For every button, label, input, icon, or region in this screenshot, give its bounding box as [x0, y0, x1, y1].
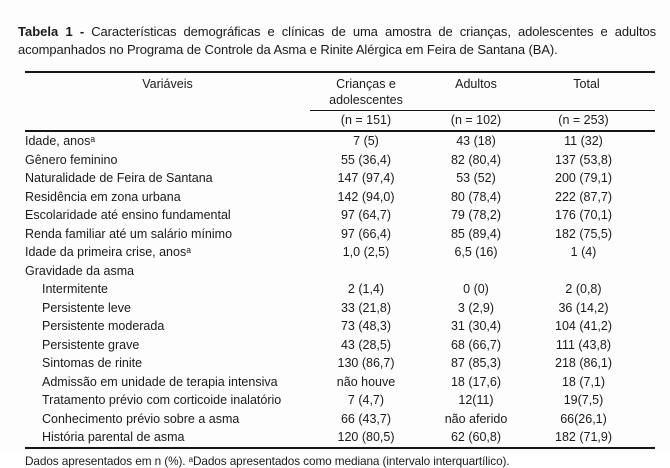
row-value-children: 43 (28,5): [340, 337, 392, 352]
row-value-total: 222 (87,7): [555, 189, 612, 204]
table-row: [25, 317, 655, 336]
row-value-adults: 43 (18): [456, 134, 496, 148]
table-row: [25, 410, 655, 429]
row-value-children: 7 (5): [353, 134, 379, 148]
row-value-adults: 79 (78,2): [450, 208, 502, 222]
table-footnote: Dados apresentados em n (%). ᵃDados apresentados como mediana (intervalo interquartílico).: [25, 453, 510, 468]
row-value-adults: 87 (85,3): [450, 356, 502, 370]
table-row: [25, 169, 655, 188]
row-value-children: 55 (36,4): [340, 152, 392, 167]
table-row: [25, 131, 655, 151]
row-value-total: 2 (0,8): [565, 282, 602, 296]
row-value-total: 36 (14,2): [558, 300, 609, 315]
row-value-children: 120 (80,5): [310, 428, 422, 448]
table-row: [25, 151, 655, 170]
demographics-table: [25, 71, 655, 449]
row-label: Escolaridade até ensino fundamental: [25, 208, 231, 222]
row-label: Persistente moderada: [42, 319, 165, 333]
row-value-adults: 53 (52): [456, 171, 496, 185]
row-value-children: não houve: [336, 374, 396, 389]
row-value-children: 97 (66,4): [340, 226, 392, 241]
row-value-total: 111 (43,8): [555, 337, 612, 352]
row-value-adults: 3 (2,9): [457, 300, 495, 315]
table-section-row: [25, 262, 655, 281]
table-row: [25, 391, 655, 410]
sample-size-row: [25, 111, 655, 132]
row-value-adults: 82 (80,4): [450, 152, 502, 167]
column-header-variables: Variáveis: [25, 72, 310, 111]
row-value-adults: 85 (89,4): [450, 226, 502, 241]
table-row: [25, 280, 655, 299]
table-caption-separator: -: [79, 24, 85, 39]
row-label: Admissão em unidade de terapia intensiva: [42, 374, 278, 389]
row-value-children: 7 (4,7): [347, 393, 385, 407]
row-label: Gênero feminino: [25, 152, 118, 167]
table-row: [25, 225, 655, 244]
row-value-total: 182 (75,5): [555, 226, 612, 241]
sample-size-total: (n = 253): [530, 111, 655, 132]
sample-size-children: (n = 151): [310, 111, 422, 132]
row-value-total: 176 (70,1): [555, 208, 612, 222]
row-value-children: 73 (48,3): [340, 319, 392, 333]
row-value-adults: 31 (30,4): [450, 319, 502, 333]
row-label: Sintomas de rinite: [42, 356, 143, 370]
row-value-children: 142 (94,0): [337, 189, 395, 204]
table-caption-text: Características demográficas e clínicas de uma amostra de crianças, adolescentes e adultos acompanhados no Programa de Controle da Asma e Rinite Alérgica em Feira de Santana (BA).: [18, 24, 657, 57]
row-value-total: 18 (7,1): [561, 374, 606, 389]
row-value-adults: [422, 262, 530, 281]
row-value-total: 104 (41,2): [555, 319, 612, 333]
row-value-adults: 0 (0): [463, 282, 489, 296]
row-value-children: 97 (64,7): [340, 208, 392, 222]
table-row: [25, 243, 655, 262]
table-row: [25, 428, 655, 448]
table-body: [25, 131, 655, 448]
table-row: [25, 354, 655, 373]
sample-size-empty: [25, 111, 310, 132]
row-value-total: 11 (32): [564, 134, 603, 148]
row-value-total: 200 (79,1): [555, 171, 612, 185]
row-value-total: 137 (53,8): [555, 152, 612, 167]
row-value-children: 1,0 (2,5): [342, 245, 390, 259]
row-value-children: 66 (43,7): [340, 411, 392, 426]
row-label: Residência em zona urbana: [25, 189, 181, 204]
row-value-adults: 80 (78,4): [450, 189, 502, 204]
row-label: Naturalidade de Feira de Santana: [25, 171, 213, 185]
row-value-total: 218 (86,1): [555, 356, 612, 370]
row-label: Persistente leve: [42, 300, 131, 315]
table-row: [25, 206, 655, 225]
row-value-adults: 62 (60,8): [422, 428, 530, 448]
row-value-total: 66(26,1): [560, 411, 607, 426]
table-row: [25, 336, 655, 355]
sample-size-adults: (n = 102): [422, 111, 530, 132]
row-label: Idade da primeira crise, anosᵃ: [25, 245, 191, 259]
row-value-children: 130 (86,7): [337, 356, 395, 370]
table-row: [25, 373, 655, 392]
row-value-children: 147 (97,4): [337, 171, 395, 185]
column-header-adults: Adultos: [422, 72, 530, 111]
row-value-total: 19(7,5): [563, 393, 604, 407]
row-label: História parental de asma: [25, 428, 310, 448]
row-value-adults: 6,5 (16): [454, 245, 498, 259]
row-label: Intermitente: [42, 282, 109, 296]
row-value-adults: 68 (66,7): [450, 337, 502, 352]
row-value-total: [530, 262, 655, 281]
table-caption-label: Tabela 1: [18, 24, 73, 39]
row-value-children: 33 (21,8): [340, 300, 392, 315]
row-label: Conhecimento prévio sobre a asma: [42, 411, 240, 426]
header-row: [25, 72, 655, 111]
section-label: Gravidade da asma: [25, 263, 135, 278]
row-label: Idade, anosᵃ: [25, 134, 95, 148]
row-value-adults: 18 (17,6): [450, 374, 502, 389]
row-value-adults: 12(11): [458, 393, 494, 407]
row-label: Persistente grave: [42, 337, 140, 352]
row-label: Renda familiar até um salário mínimo: [25, 226, 233, 241]
row-value-total: 1 (4): [570, 245, 597, 259]
row-value-children: 2 (1,4): [347, 282, 385, 296]
row-label: Tratamento prévio com corticoide inalatório: [42, 393, 282, 407]
row-value-adults: não aferido: [444, 411, 508, 426]
table-row: [25, 188, 655, 207]
row-value-children: [310, 262, 422, 281]
column-header-children: Crianças e adolescentes: [310, 72, 422, 111]
row-value-total: 182 (71,9): [530, 428, 655, 448]
column-header-total: Total: [530, 72, 655, 111]
table-row: [25, 299, 655, 318]
table-header: [25, 72, 655, 131]
table-caption: [18, 23, 656, 58]
